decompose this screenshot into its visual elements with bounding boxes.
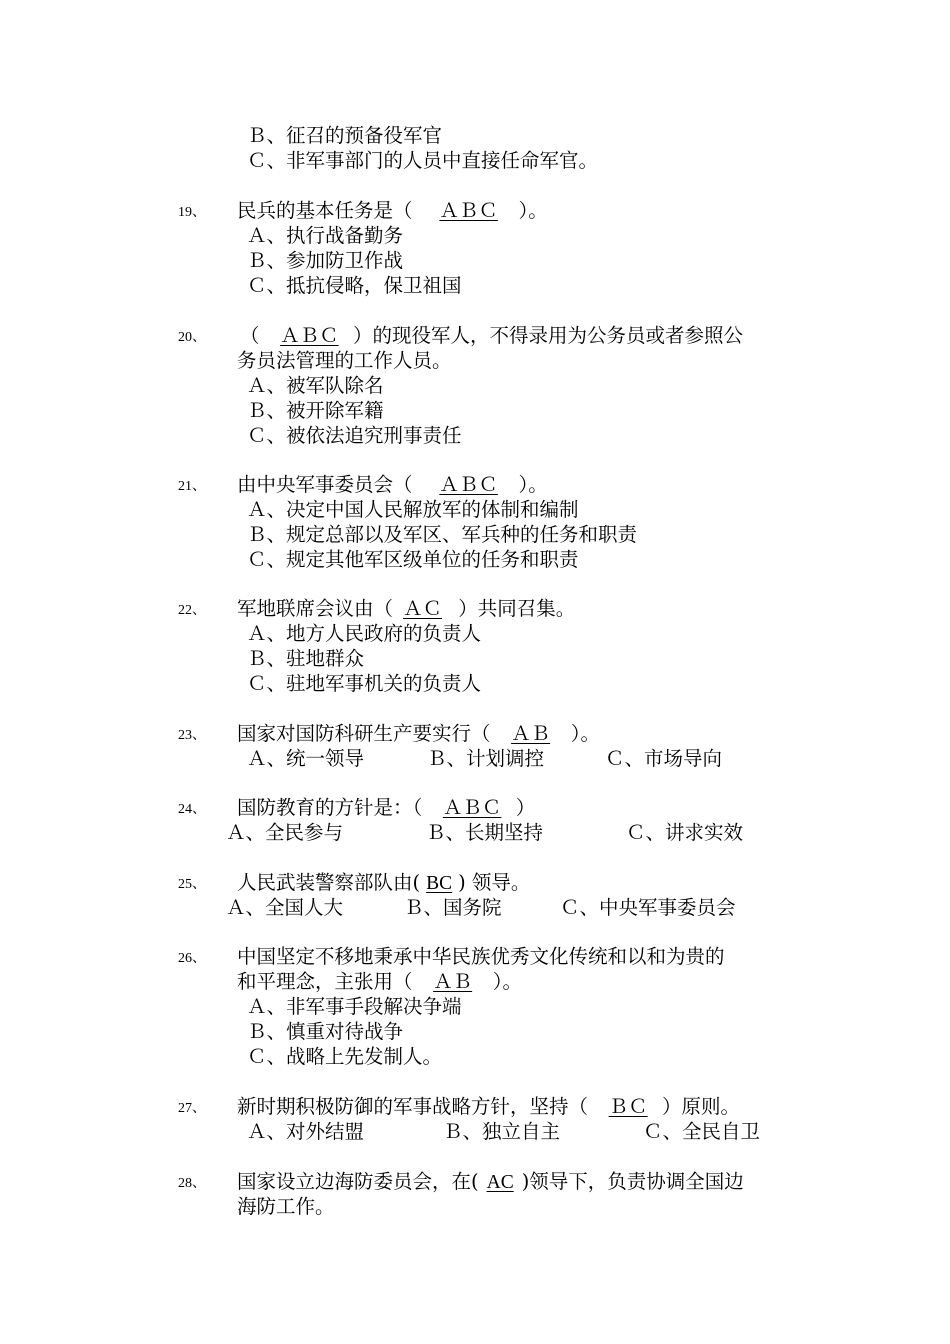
question-number: 22、 <box>178 603 206 618</box>
option-a: Ａ、非军事手段解决争端 <box>247 995 462 1018</box>
option-b: Ｂ、国务院 <box>404 896 502 919</box>
option-a: Ａ、执行战备勤务 <box>247 224 404 247</box>
option-c: Ｃ、规定其他军区级单位的任务和职责 <box>247 548 579 571</box>
option-c: Ｃ、全民自卫 <box>643 1120 761 1143</box>
option-b: Ｂ、被开除军籍 <box>247 399 384 422</box>
option-b: Ｂ、计划调控 <box>427 747 545 770</box>
answer-blank: ＢＣ <box>608 1097 648 1118</box>
option-c: Ｃ、非军事部门的人员中直接任命军官。 <box>247 149 599 172</box>
option-a: Ａ、决定中国人民解放军的体制和编制 <box>247 498 579 521</box>
options-row <box>226 820 743 845</box>
option-a: Ａ、全国人大 <box>226 896 344 919</box>
question-text: 国家对国防科研生产要实行（ ＡＢ ）。 <box>237 722 600 745</box>
question-number: 24、 <box>178 802 206 817</box>
option-a: Ａ、被军队除名 <box>247 374 384 397</box>
answer-blank: BC <box>426 873 453 894</box>
question-number: 26、 <box>178 951 206 966</box>
question-text: 军地联席会议由（ ＡＣ ）共同召集。 <box>237 597 576 620</box>
answer-blank: ＡＢＣ <box>439 475 498 496</box>
answer-blank: ＡＢ <box>433 972 473 993</box>
question-number: 25、 <box>178 877 206 892</box>
question-text: 民兵的基本任务是（ ＡＢＣ ）。 <box>237 199 548 222</box>
question-text: 人民武装警察部队由( BC ) 领导。 <box>237 871 531 894</box>
option-a: Ａ、地方人民政府的负责人 <box>247 622 482 645</box>
option-b: Ｂ、长期坚持 <box>426 821 544 844</box>
option-b: Ｂ、参加防卫作战 <box>247 249 404 272</box>
answer-blank: ＡＢ <box>511 724 551 745</box>
option-a: Ａ、全民参与 <box>226 821 344 844</box>
answer-blank: ＡＢＣ <box>442 798 502 819</box>
option-b: Ｂ、慎重对待战争 <box>247 1020 404 1043</box>
question-text: 国防教育的方针是：（ ＡＢＣ ） <box>237 796 536 819</box>
question-text-cont: 和平理念，主张用（ ＡＢ ）。 <box>237 970 522 993</box>
answer-blank: ＡＢＣ <box>280 326 339 347</box>
question-text: （ ＡＢＣ ）的现役军人，不得录用为公务员或者参照公 <box>240 324 744 347</box>
question-number: 19、 <box>178 205 206 220</box>
options-row <box>247 1119 760 1144</box>
option-c: Ｃ、讲求实效 <box>626 821 744 844</box>
answer-blank: ＡＣ <box>403 599 443 620</box>
answer-blank: AC <box>486 1172 514 1193</box>
option-b: Ｂ、规定总部以及军区、军兵种的任务和职责 <box>247 523 638 546</box>
option-b: Ｂ、征召的预备役军官 <box>247 124 443 147</box>
question-number: 28、 <box>178 1176 206 1191</box>
option-c: Ｃ、被依法追究刑事责任 <box>247 424 462 447</box>
question-text-cont: 务员法管理的工作人员。 <box>237 349 452 372</box>
question-text-cont: 海防工作。 <box>237 1195 335 1218</box>
question-text: 中国坚定不移地秉承中华民族优秀文化传统和以和为贵的 <box>237 945 725 968</box>
option-b: Ｂ、驻地群众 <box>247 647 365 670</box>
question-number: 23、 <box>178 728 206 743</box>
question-text: 新时期积极防御的军事战略方针，坚持（ ＢＣ ）原则。 <box>237 1095 741 1118</box>
question-text: 由中央军事委员会（ ＡＢＣ ）。 <box>237 473 548 496</box>
question-number: 21、 <box>178 479 206 494</box>
option-b: Ｂ、独立自主 <box>443 1120 561 1143</box>
options-row <box>247 746 722 771</box>
option-c: Ｃ、中央军事委员会 <box>560 896 736 919</box>
option-c: Ｃ、市场导向 <box>605 747 723 770</box>
options-row <box>226 895 736 920</box>
option-a: Ａ、对外结盟 <box>247 1120 365 1143</box>
question-text: 国家设立边海防委员会，在( AC )领导下，负责协调全国边 <box>237 1170 744 1193</box>
option-a: Ａ、统一领导 <box>247 747 365 770</box>
option-c: Ｃ、驻地军事机关的负责人 <box>247 672 482 695</box>
question-number: 20、 <box>178 330 206 345</box>
answer-blank: ＡＢＣ <box>439 201 498 222</box>
question-number: 27、 <box>178 1101 206 1116</box>
option-c: Ｃ、抵抗侵略，保卫祖国 <box>247 274 462 297</box>
option-c: Ｃ、战略上先发制人。 <box>247 1045 443 1068</box>
